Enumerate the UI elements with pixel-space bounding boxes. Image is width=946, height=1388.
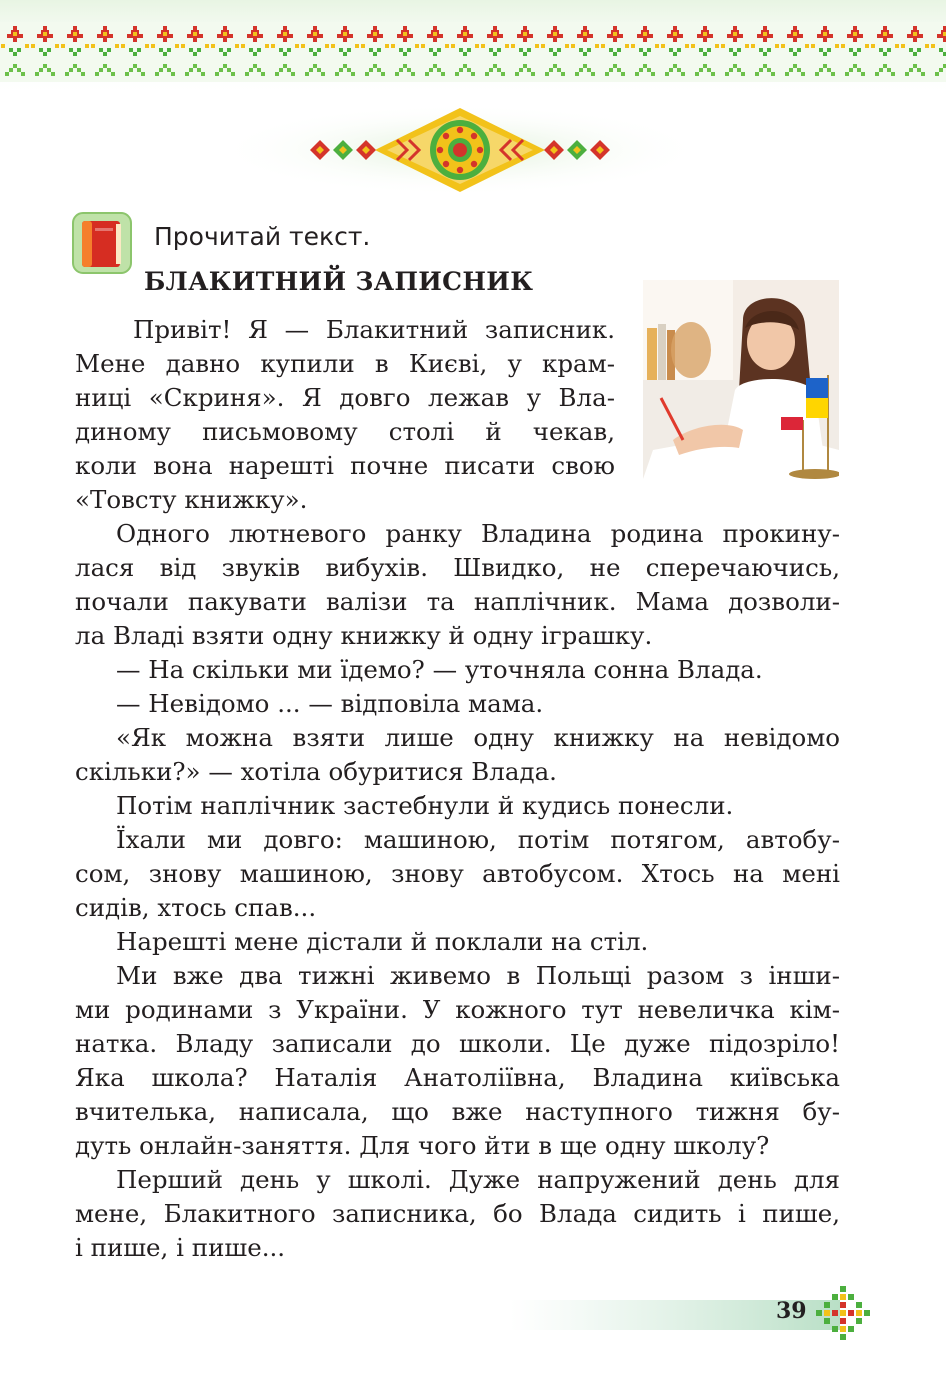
text-line: Ми вже два тижні живемо в Польщі разом з інши- [116, 961, 840, 990]
text-line: Їхали ми довго: машиною, потім потягом, автобу- [116, 825, 840, 854]
text-line: ла Владі взяти одну книжку й одну іграшку. [75, 621, 653, 650]
text-line: вчителька, написала, що вже наступного тижня бу- [75, 1097, 840, 1126]
central-folk-ornament [215, 104, 705, 196]
footer-ornament [812, 1276, 878, 1352]
text-line: Нарешті мене дістали й поклали на стіл. [116, 927, 649, 956]
text-line: Одного лютневого ранку Владина родина прокину- [116, 519, 840, 548]
text-line: — Невідомо ... — відповіла мама. [116, 689, 544, 718]
text-line: лася від звуків вибухів. Швидко, не сперечаючись, [75, 553, 840, 582]
story-title: БЛАКИТНИЙ ЗАПИСНИК [144, 267, 534, 296]
text-line: скільки?» — хотіла обуритися Влада. [75, 757, 557, 786]
text-line: натка. Владу записали до школи. Це дуже підозріло! [75, 1029, 840, 1058]
text-line: мене, Блакитного записника, бо Влада сидить і пише, [75, 1199, 840, 1228]
text-line: диному письмовому столі й чекав, [75, 417, 615, 446]
girl-writing-photo [643, 280, 839, 479]
text-line: почали пакувати валізи та наплічник. Мама дозволи- [75, 587, 840, 616]
text-line: Привіт! Я — Блакитний записник. [133, 315, 615, 344]
text-line: дуть онлайн-заняття. Для чого йти в ще одну школу? [75, 1131, 770, 1160]
text-line: коли вона нарешті почне писати свою [75, 451, 615, 480]
page-number: 39 [776, 1298, 807, 1324]
text-line: — На скільки ми їдемо? — уточняла сонна Влада. [116, 655, 763, 684]
text-line: сом, знову машиною, знову автобусом. Хтось на мені [75, 859, 840, 888]
reading-book-icon [72, 212, 132, 274]
task-instruction: Прочитай текст. [154, 222, 371, 251]
text-line: Перший день у школі. Дуже напружений день для [116, 1165, 840, 1194]
text-line: ниці «Скриня». Я довго лежав у Вла- [75, 383, 615, 412]
text-line: Яка школа? Наталія Анатоліївна, Владина київська [75, 1063, 840, 1092]
text-line: ми родинами з України. У кожного тут невеличка кім- [75, 995, 840, 1024]
text-line: і пише, і пише... [75, 1233, 286, 1262]
text-line: Мене давно купили в Києві, у крам- [75, 349, 615, 378]
folk-ornament-border [0, 0, 946, 100]
text-line: Потім наплічник застебнули й кудись понесли. [116, 791, 734, 820]
text-line: «Товсту книжку». [75, 485, 308, 514]
text-line: «Як можна взяти лише одну книжку на невідомо [116, 723, 840, 752]
text-line: сидів, хтось спав... [75, 893, 317, 922]
